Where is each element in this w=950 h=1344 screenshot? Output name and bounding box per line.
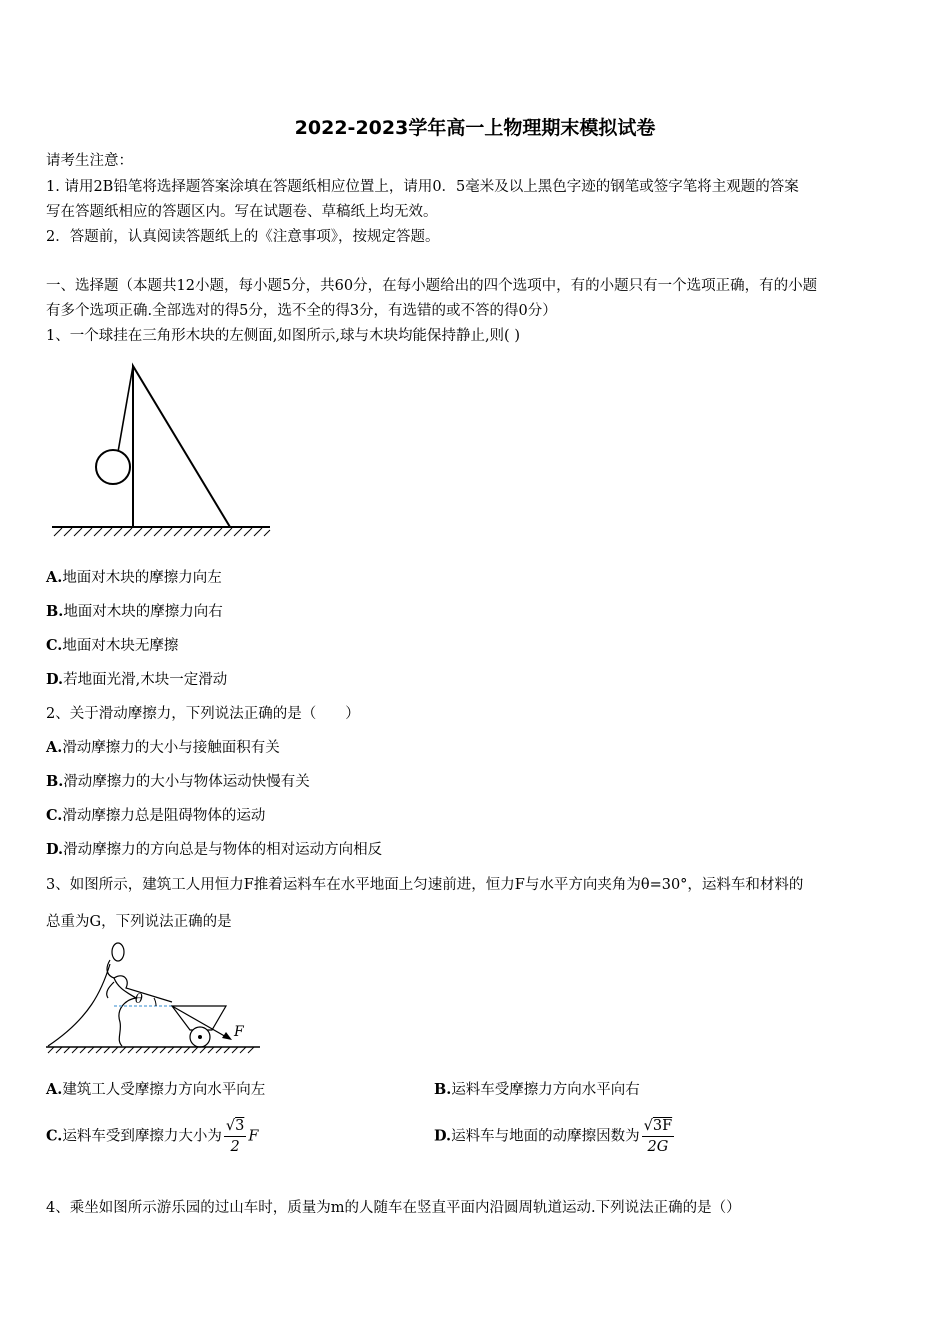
option-label: B.: [46, 603, 64, 620]
fraction-denominator: 2: [230, 1139, 240, 1155]
option-text: 建筑工人受摩擦力方向水平向左: [62, 1082, 266, 1098]
question-3-option-a: [46, 1080, 265, 1100]
notice-item-1-line-1: 1. 请用2B铅笔将选择题答案涂填在答题纸相应位置上，请用0．5毫米及以上黑色字迹的钢笔或签字笔将主观题的答案: [46, 179, 799, 195]
section-1-intro-line-2: 有多个选项正确.全部选对的得5分，选不全的得3分，有选错的或不答的得0分）: [46, 303, 557, 319]
question-1-option-b: [46, 602, 223, 622]
option-label: C.: [46, 637, 63, 654]
sqrt-symbol: √: [225, 1118, 236, 1134]
fraction-sqrt3F-over-2G: [642, 1116, 675, 1157]
worker-front-leg: [114, 978, 136, 1046]
ground-hatching: [48, 1047, 254, 1053]
option-text: 运料车受摩擦力方向水平向右: [451, 1082, 640, 1098]
triangular-block: [133, 366, 230, 527]
question-3-option-d: [434, 1116, 676, 1157]
cart-body: [172, 1006, 226, 1030]
ground-hatching: [54, 528, 270, 536]
option-text: 滑动摩擦力的大小与物体运动快慢有关: [63, 774, 310, 790]
ball: [96, 450, 130, 484]
question-1-figure: [50, 360, 275, 538]
option-label: D.: [434, 1127, 452, 1145]
option-label: C.: [46, 1127, 63, 1145]
notice-heading: 请考生注意：: [46, 153, 133, 169]
option-text: 滑动摩擦力总是阻碍物体的运动: [62, 808, 266, 824]
option-text: 运料车与地面的动摩擦因数为: [451, 1128, 640, 1145]
question-3-stem-line-2: 总重为G，下列说法正确的是: [46, 914, 232, 930]
fraction-denominator: 2G: [647, 1139, 669, 1155]
option-label: B.: [434, 1081, 452, 1098]
string: [118, 366, 133, 452]
option-text: 地面对木块无摩擦: [62, 638, 179, 654]
fraction-sqrt3-over-2: [224, 1116, 246, 1157]
option-label: A.: [46, 569, 63, 586]
wheel-axle: [198, 1035, 202, 1039]
angle-arc: [154, 998, 156, 1006]
option-label: D.: [46, 841, 64, 858]
question-2-stem: 2、关于滑动摩擦力，下列说法正确的是（ ）: [46, 706, 360, 722]
fraction-numerator: 3: [235, 1118, 245, 1134]
page-title: 2022-2023学年高一上物理期末模拟试卷: [294, 117, 656, 139]
worker-back-leg: [48, 964, 110, 1046]
section-1-intro-line-1: 一、选择题（本题共12小题，每小题5分，共60分，在每小题给出的四个选项中，有的小题只有一个选项正确，有的小题: [46, 278, 818, 294]
question-2-option-d: [46, 840, 382, 860]
option-text: 若地面光滑,木块一定滑动: [63, 672, 228, 688]
option-text: 滑动摩擦力的方向总是与物体的相对运动方向相反: [63, 842, 383, 858]
question-1-option-d: [46, 670, 227, 690]
option-label: A.: [46, 739, 63, 756]
question-3-stem-line-1: 3、如图所示，建筑工人用恒力F推着运料车在水平地面上匀速前进，恒力F与水平方向夹角为θ=30°，运料车和材料的: [46, 877, 804, 893]
option-text: 运料车受到摩擦力大小为: [62, 1128, 222, 1145]
worker-head: [112, 943, 124, 961]
worker-torso: [107, 982, 114, 998]
question-1-option-a: [46, 568, 222, 588]
question-3-figure: [44, 940, 264, 1055]
fraction-numerator: 3F: [652, 1118, 673, 1134]
question-3-option-b: [434, 1080, 640, 1100]
question-1-stem: 1、一个球挂在三角形木块的左侧面,如图所示,球与木块均能保持静止,则( ): [46, 328, 520, 344]
option-text: 地面对木块的摩擦力向右: [63, 604, 223, 620]
force-arrow-head: [222, 1032, 232, 1040]
question-2-option-a: [46, 738, 280, 758]
option-label: B.: [46, 773, 64, 790]
option-text: 滑动摩擦力的大小与接触面积有关: [62, 740, 280, 756]
notice-item-1-line-2: 写在答题纸相应的答题区内。写在试题卷、草稿纸上均无效。: [46, 204, 438, 220]
option-text: 地面对木块的摩擦力向左: [62, 570, 222, 586]
sqrt-symbol: √: [643, 1118, 653, 1134]
force-symbol: F: [248, 1128, 259, 1145]
notice-item-2: 2．答题前，认真阅读答题纸上的《注意事项》，按规定答题。: [46, 229, 440, 245]
option-label: D.: [46, 671, 64, 688]
force-label: F: [234, 1024, 244, 1040]
option-label: A.: [46, 1081, 63, 1098]
question-2-option-c: [46, 806, 265, 826]
question-2-option-b: [46, 772, 310, 792]
question-4-stem: 4、乘坐如图所示游乐园的过山车时，质量为m的人随车在竖直平面内沿圆周轨道运动.下列说法正确的是（）: [46, 1200, 741, 1216]
option-label: C.: [46, 807, 63, 824]
theta-label: θ: [135, 992, 143, 1007]
question-3-option-c: [46, 1116, 258, 1157]
question-1-option-c: [46, 636, 178, 656]
